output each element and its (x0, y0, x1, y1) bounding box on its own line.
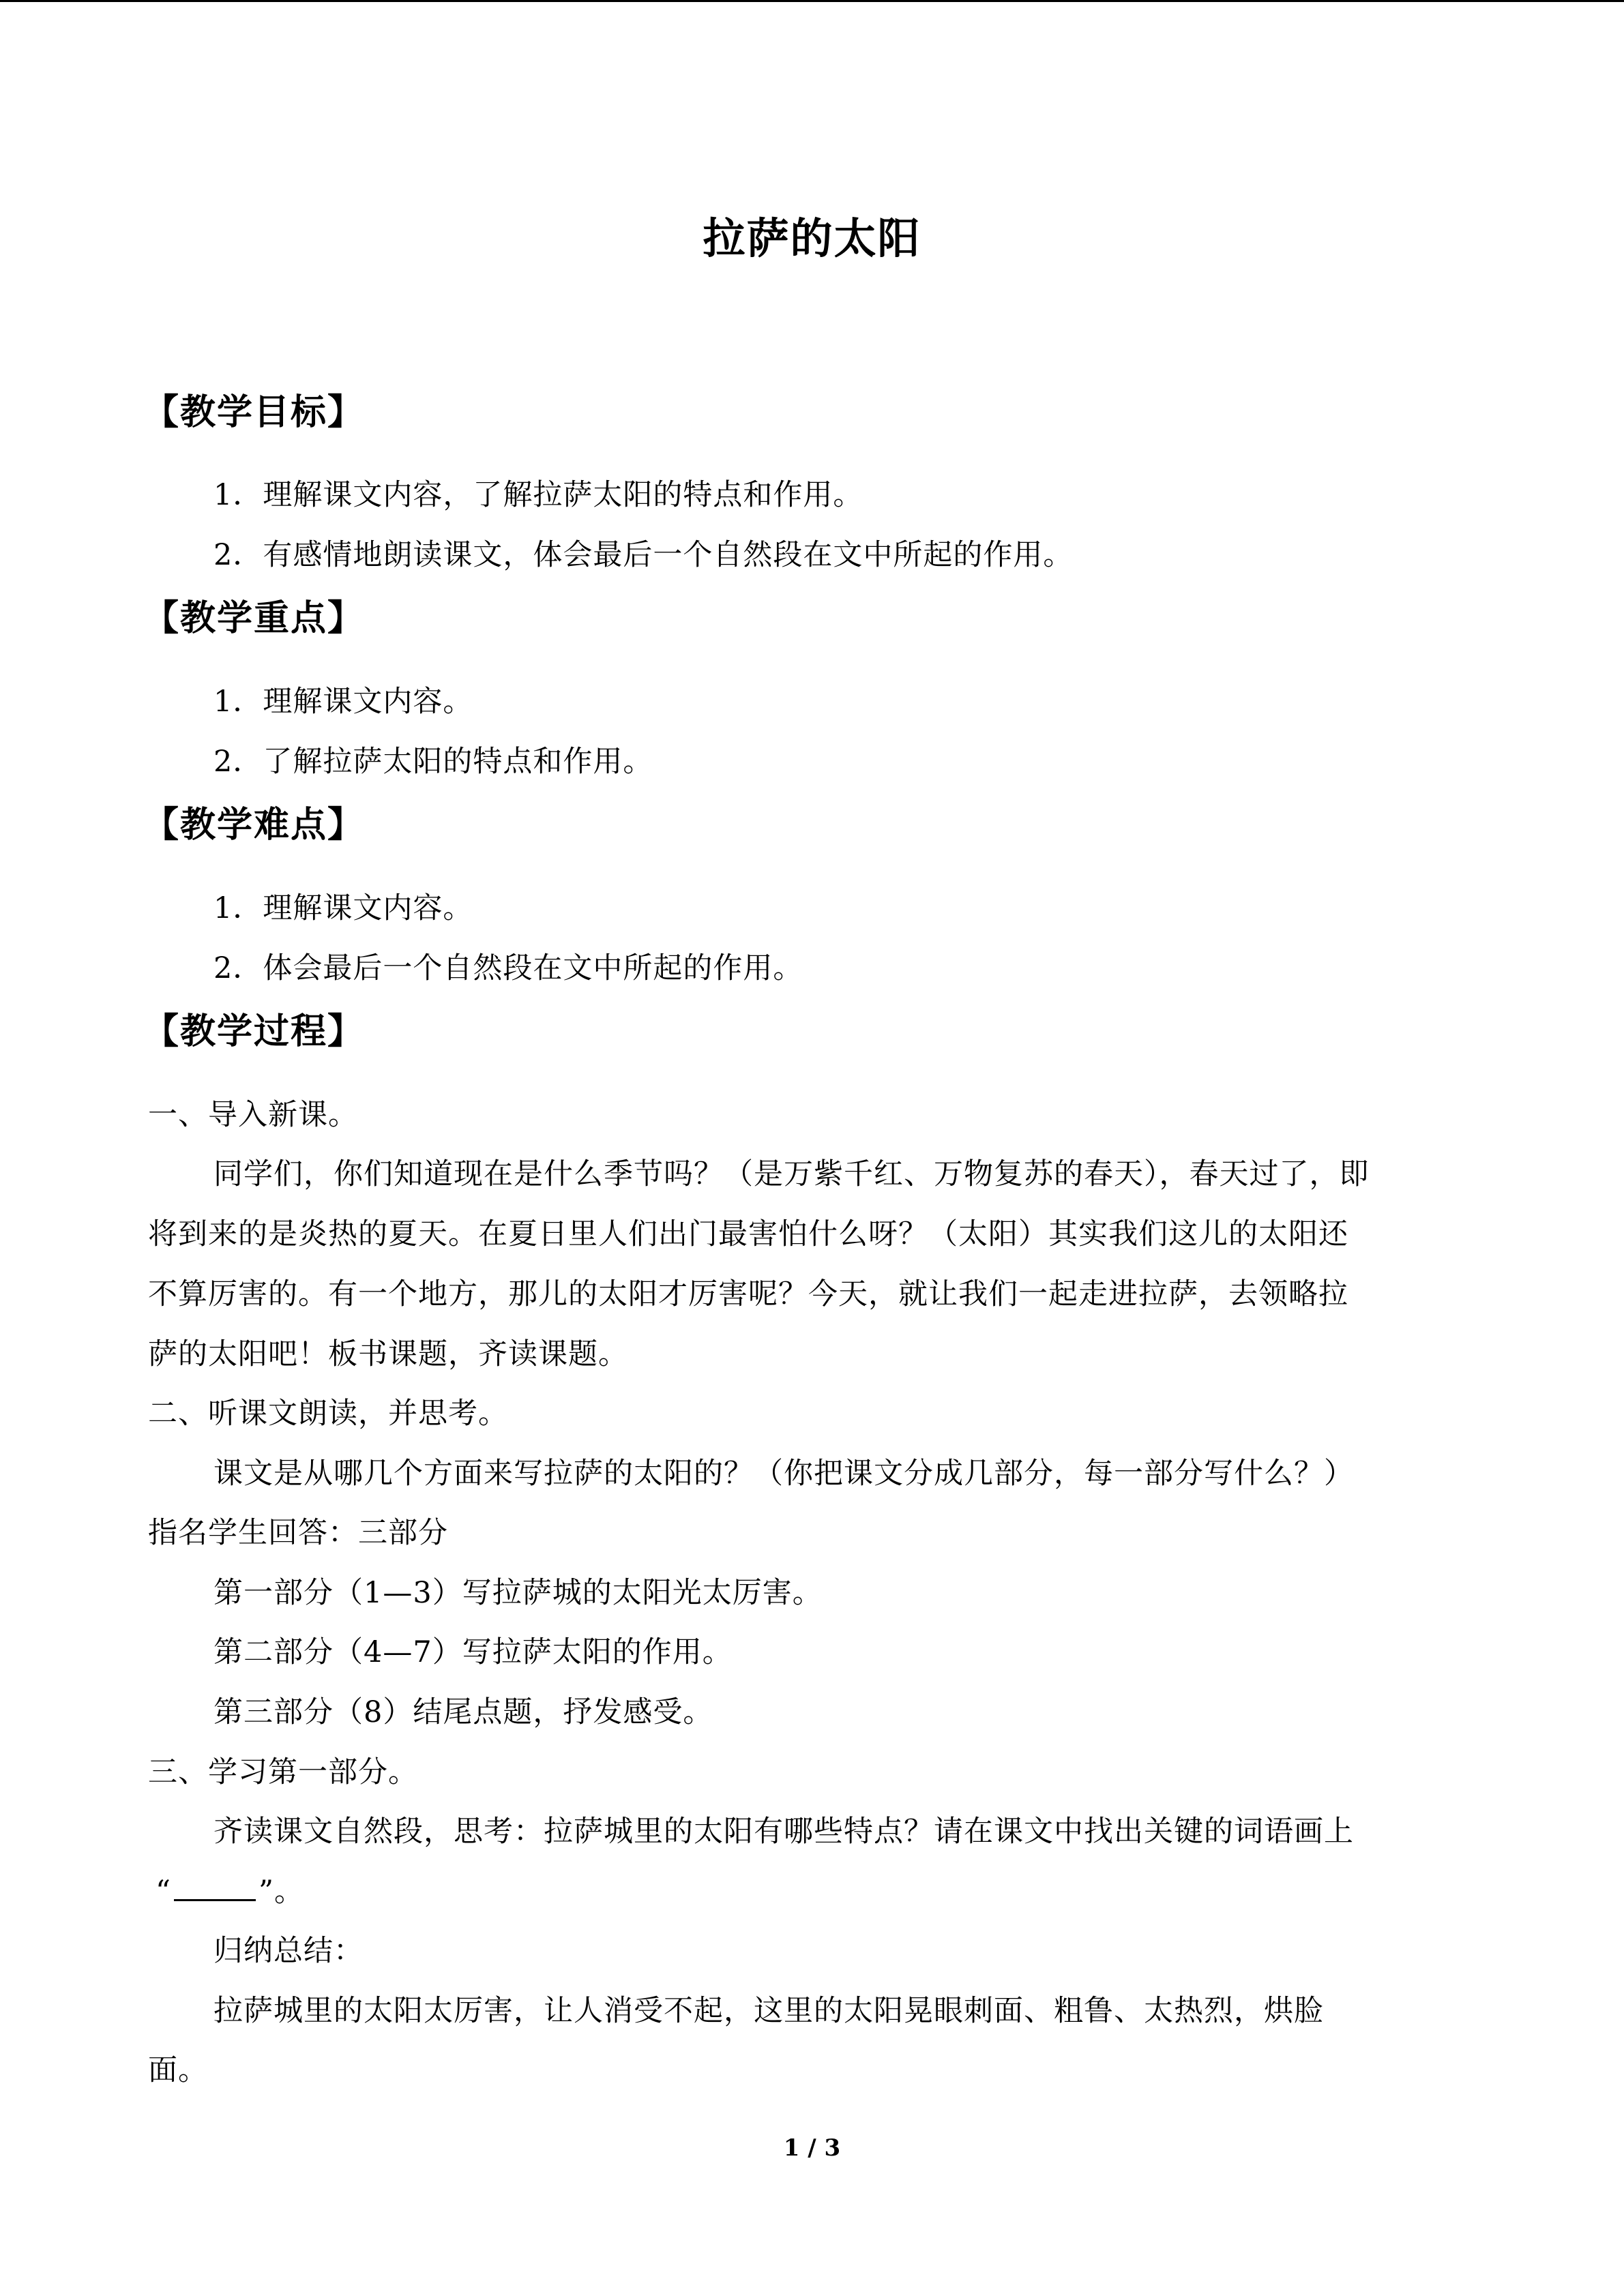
process-heading: 【教学过程】 (143, 1011, 365, 1052)
step1-paragraph-line: 萨的太阳吧！板书课题，齐读课题。 (148, 1337, 628, 1371)
step3-title: 三、学习第一部分。 (148, 1755, 418, 1789)
step2-answer: 指名学生回答：三部分 (148, 1516, 448, 1550)
step2-part-3: 第三部分（8）结尾点题，抒发感受。 (213, 1695, 713, 1729)
key-points-heading: 【教学重点】 (143, 598, 365, 639)
summary-label: 归纳总结： (213, 1934, 364, 1968)
summary-line: 拉萨城里的太阳太厉害，让人消受不起，这里的太阳晃眼刺面、粗鲁、太热烈，烘脸 (213, 1994, 1324, 2028)
objectives-heading: 【教学目标】 (143, 392, 365, 433)
step3-task-line: 齐读课文自然段，思考：拉萨城里的太阳有哪些特点？请在课文中找出关键的词语画上 (213, 1815, 1354, 1849)
fill-blank (174, 1876, 256, 1901)
close-quote: ”。 (258, 1875, 304, 1909)
objective-item-1: 1．理解课文内容，了解拉萨太阳的特点和作用。 (213, 478, 863, 512)
summary-line: 面。 (148, 2053, 208, 2087)
step1-paragraph-line: 不算厉害的。有一个地方，那儿的太阳才厉害呢？今天，就让我们一起走进拉萨，去领略拉 (148, 1277, 1348, 1311)
objective-item-2: 2．有感情地朗读课文，体会最后一个自然段在文中所起的作用。 (213, 538, 1074, 572)
page-number: 1 / 3 (783, 2134, 841, 2162)
top-border (0, 0, 1624, 2)
step1-paragraph-line: 将到来的是炎热的夏天。在夏日里人们出门最害怕什么呀？（太阳）其实我们这儿的太阳还 (148, 1217, 1348, 1251)
key-point-item-1: 1．理解课文内容。 (213, 685, 473, 719)
step2-title: 二、听课文朗读，并思考。 (148, 1397, 508, 1431)
step2-part-1: 第一部分（1—3）写拉萨城的太阳光太厉害。 (213, 1576, 823, 1610)
step3-task-blank-line (156, 1871, 304, 1912)
difficulty-item-2: 2．体会最后一个自然段在文中所起的作用。 (213, 951, 803, 985)
step1-title: 一、导入新课。 (148, 1098, 358, 1132)
difficulty-item-1: 1．理解课文内容。 (213, 891, 473, 925)
open-quote: “ (156, 1875, 171, 1909)
step2-part-2: 第二部分（4—7）写拉萨太阳的作用。 (213, 1635, 733, 1669)
step2-question: 课文是从哪几个方面来写拉萨的太阳的？（你把课文分成几部分，每一部分写什么？） (213, 1457, 1354, 1491)
difficulties-heading: 【教学难点】 (143, 805, 365, 846)
page-title: 拉萨的太阳 (703, 213, 921, 263)
step1-paragraph-line: 同学们，你们知道现在是什么季节吗？（是万紫千红、万物复苏的春天），春天过了，即 (213, 1157, 1370, 1191)
key-point-item-2: 2．了解拉萨太阳的特点和作用。 (213, 745, 653, 779)
